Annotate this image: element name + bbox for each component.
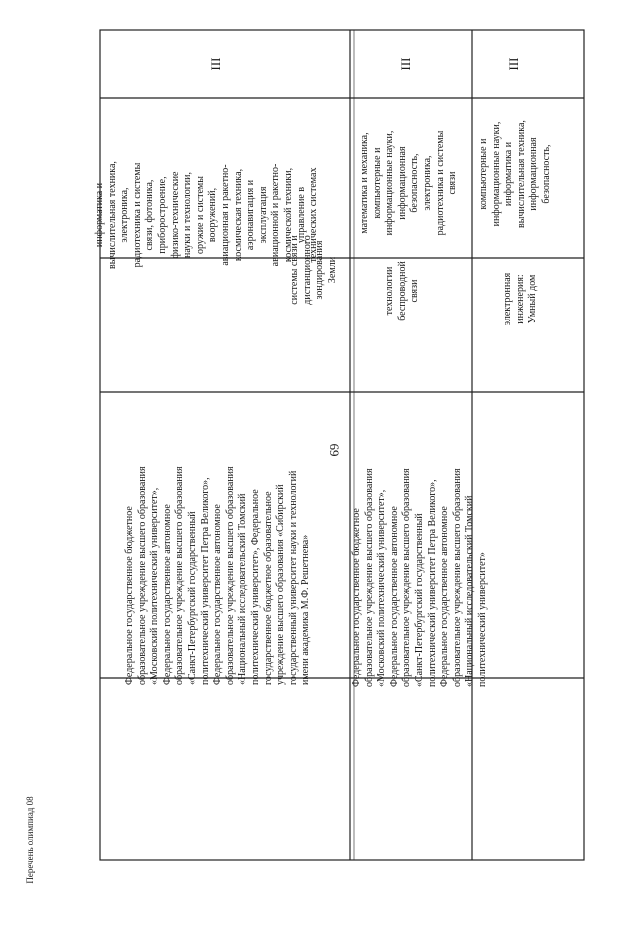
subject-line: радиотехника и системы <box>434 130 446 236</box>
subject-line: информационная <box>396 146 408 220</box>
organizer-line: «Московский политехнический университет», <box>149 487 161 685</box>
organizer-line: политехнический университет» <box>476 552 488 687</box>
subject-line: информатика и <box>94 182 105 248</box>
organizer-line: «Санкт-Петербургский государственный <box>186 511 198 685</box>
organizer-line: «Московский политехнический университет», <box>376 489 388 687</box>
subject-line: вычислительная техника, <box>515 120 527 228</box>
subject-line: управление в <box>295 186 307 244</box>
row2-level: III <box>398 57 413 71</box>
organizer-line: Федеральное государственное бюджетное <box>124 506 135 685</box>
subject-line: информатика и <box>503 141 515 207</box>
subject-line: электроника, <box>119 187 131 243</box>
organizer-line: Федеральное государственное автономное <box>439 506 451 687</box>
subject-line: вычислительная техника, <box>106 161 118 269</box>
subject-line: компьютерные и <box>478 138 489 210</box>
subject-line: космической техники, <box>282 167 294 263</box>
subject-line: безопасность, <box>409 153 421 213</box>
organizer-line: Федеральное государственное бюджетное <box>351 508 362 687</box>
organizer-line: Федеральное государственное автономное <box>388 506 400 687</box>
subject-line: электроника, <box>421 155 433 211</box>
organizer-line: политехнический университет», Федеральное <box>249 489 261 685</box>
organizer-line: «Национальный исследовательский Томский <box>237 493 249 685</box>
subject-line: технических системах <box>308 167 320 263</box>
subject-line: безопасность, <box>540 144 552 204</box>
subject-line: информационная <box>528 137 540 211</box>
organizer-line: образовательное учреждение высшего образования <box>136 466 148 685</box>
profile-line: инженерия: <box>514 274 526 324</box>
subject-line: математика и механика, <box>359 132 370 234</box>
subject-line: эксплуатация <box>257 186 269 244</box>
subject-line: информационные науки, <box>490 121 502 227</box>
subject-line: науки и технологии, <box>182 171 194 259</box>
footer-list-name: Перечень олимпиад 08 <box>25 796 35 884</box>
organizer-line: политехнический университет Петра Великого», <box>199 477 211 685</box>
row1-organizers <box>124 395 324 685</box>
row1-level: III <box>208 57 223 71</box>
profile-line: электронная <box>502 272 513 326</box>
organizer-line: государственное бюджетное образовательное <box>262 491 274 685</box>
organizer-line: образовательное учреждение высшего образования <box>224 466 236 685</box>
organizer-line: государственный университет науки и технологий <box>287 470 299 685</box>
organizer-line: образовательное учреждение высшего образования <box>174 466 186 685</box>
subject-line: компьютерные и <box>371 147 383 219</box>
subject-line: связи, фотоника, <box>144 179 156 251</box>
row2-organizers <box>351 397 491 687</box>
subject-line: оружие и системы <box>194 176 206 254</box>
subject-line: радиотехника и системы <box>131 162 143 268</box>
organizer-line: имени академика М.Ф. Решетнева» <box>300 534 312 685</box>
organizer-line: политехнический университет Петра Великого», <box>426 479 438 687</box>
row3-subjects <box>478 119 558 229</box>
row2-profile <box>384 241 424 341</box>
subject-line: физико-технические <box>169 171 181 259</box>
subject-line: вооружений, <box>207 187 219 243</box>
subject-line: космическая техника, <box>232 168 244 262</box>
profile-line: технологии <box>384 266 395 316</box>
row1-profile <box>289 210 349 330</box>
organizer-line: «Национальный исследовательский Томский <box>464 495 476 687</box>
organizer-line: Федеральное государственное автономное <box>161 504 173 685</box>
page-number: 69 <box>327 443 342 457</box>
organizer-line: образовательное учреждение высшего образования <box>363 468 375 687</box>
profile-line: дистанционного <box>301 235 313 305</box>
profile-line: беспроводной <box>396 261 408 321</box>
row2-subjects <box>359 105 469 261</box>
profile-line: связи <box>409 279 421 303</box>
subject-line: информационные науки, <box>384 130 396 236</box>
organizer-line: образовательное учреждение высшего образования <box>401 468 413 687</box>
subject-line: связи <box>447 171 459 195</box>
organizer-line: образовательное учреждение высшего образования <box>451 468 463 687</box>
subject-line: авиационная и ракетно- <box>219 164 231 266</box>
subject-line: аэронавигация и <box>245 179 257 251</box>
profile-line: системы связи и <box>289 235 300 305</box>
profile-line: Земли <box>326 256 338 284</box>
profile-line: Умный дом <box>527 274 539 324</box>
organizer-line: Федеральное государственное автономное <box>212 504 224 685</box>
organizer-line: учреждение высшего образования «Сибирский <box>275 484 287 685</box>
profile-line: зондирования <box>314 240 326 300</box>
row3-level: III <box>506 57 521 71</box>
subject-line: приборостроение, <box>156 176 168 254</box>
subject-line: авиационной и ракетно- <box>270 163 282 267</box>
row3-profile <box>502 249 542 349</box>
organizer-line: «Санкт-Петербургский государственный <box>413 513 425 687</box>
